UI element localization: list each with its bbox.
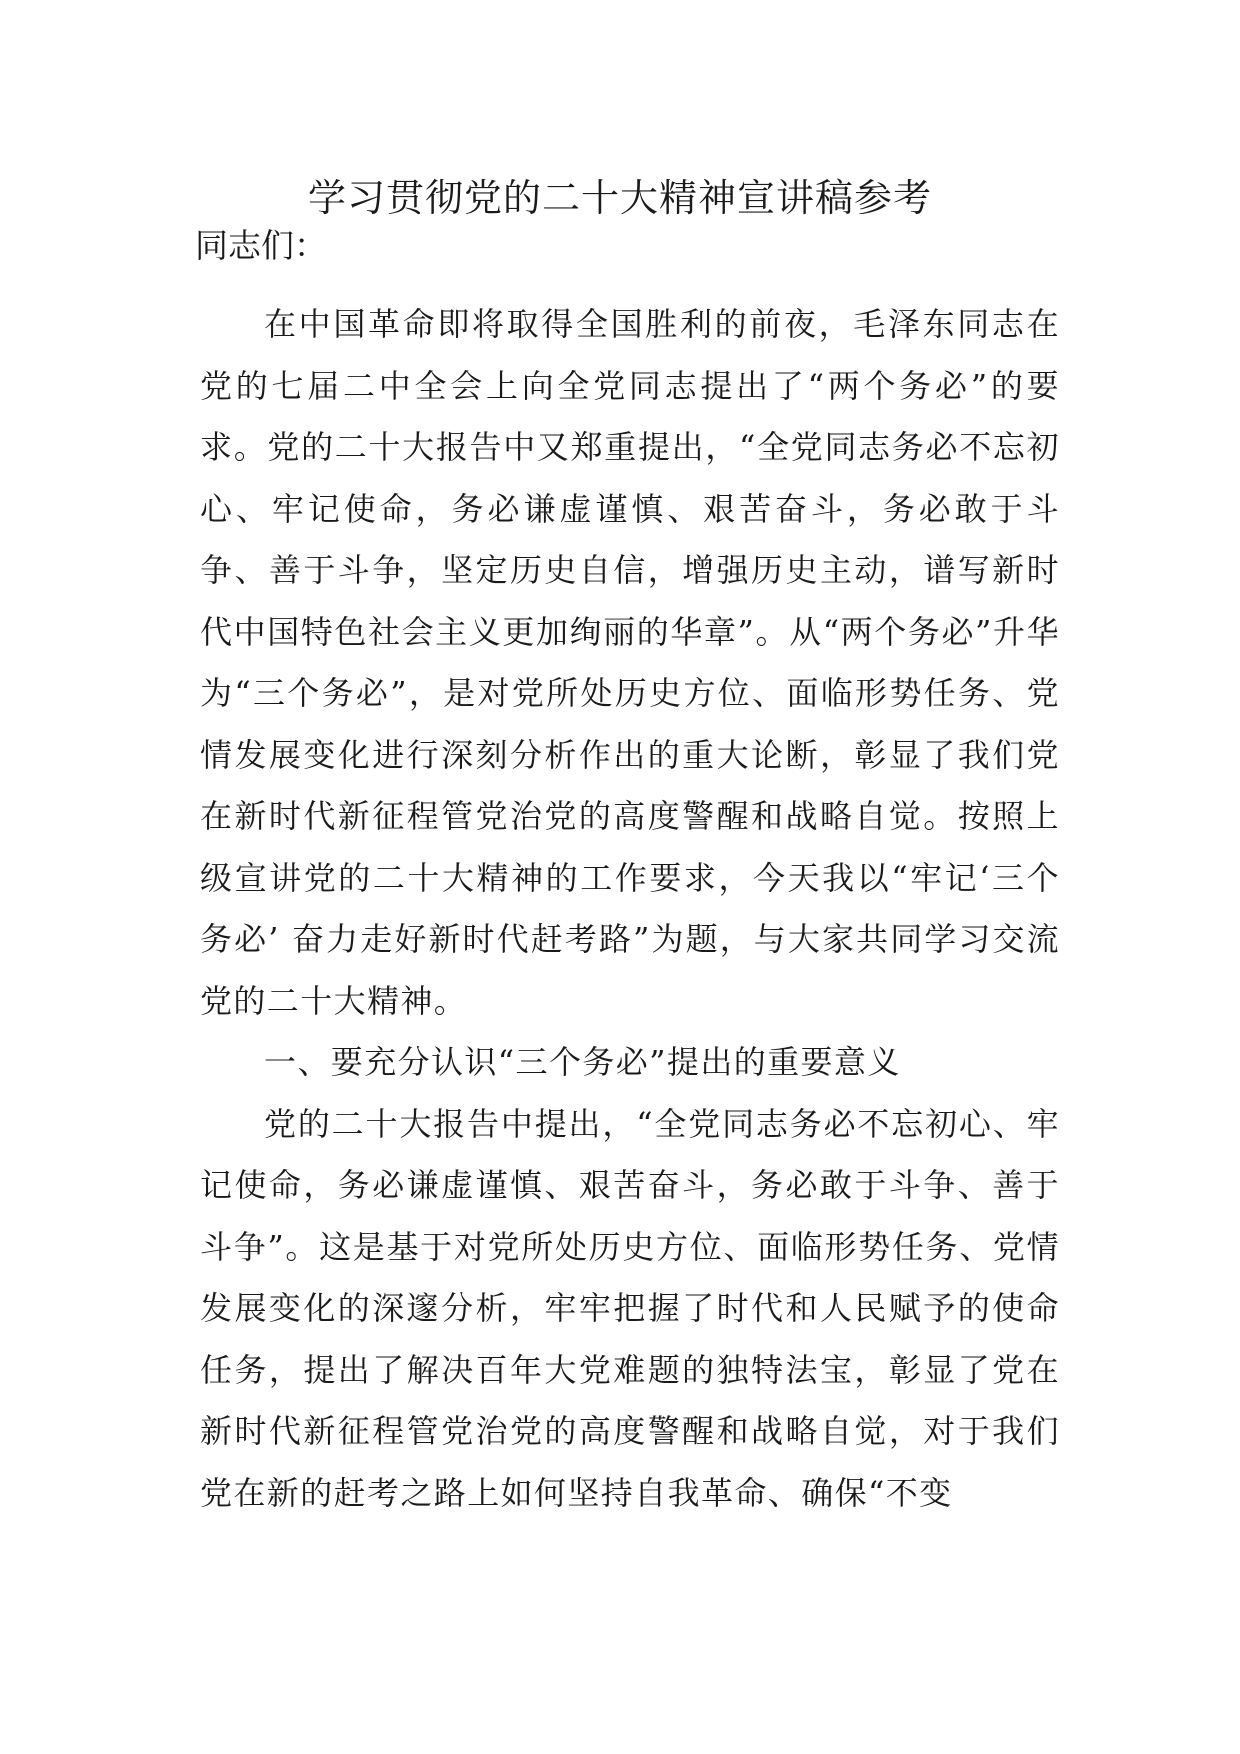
document-body [200, 294, 1060, 1524]
paragraph: 党的二十大报告中提出，“全党同志务必不忘初心、牢记使命，务必谦虚谨慎、艰苦奋斗，务必敢于斗争、善于斗争”。这是基于对党所处历史方位、面临形势任务、党情发展变化的深邃分析，牢牢把握了时代和人民赋予的使命任务，提出了解决百年大党难题的独特法宝，彰显了党在新时代新征程管党治党的高度警醒和战略自觉，对于我们党在新的赶考之路上如何坚持自我革命、确保“不变 [200, 1104, 1060, 1512]
document-title: 学习贯彻党的二十大精神宣讲稿参考 [307, 176, 932, 220]
paragraph: 在中国革命即将取得全国胜利的前夜，毛泽东同志在党的七届二中全会上向全党同志提出了“两个务必”的要求。党的二十大报告中又郑重提出，“全党同志务必不忘初心、牢记使命，务必谦虚谨慎、艰苦奋斗，务必敢于斗争、善于斗争，坚定历史自信，增强历史主动，谱写新时代中国特色社会主义更加绚丽的华章”。从“两个务必”升华为“三个务必”，是对党所处历史方位、面临形势任务、党情发展变化进行深刻分析作出的重大论断，彰显了我们党在新时代新征程管党治党的高度警醒和战略自觉。按照上级宣讲党的二十大精神的工作要求，今天我以“牢记‘三个务必’ 奋力走好新时代赶考路”为题，与大家共同学习交流党的二十大精神。 [200, 305, 1060, 1020]
section-heading: 一、要充分认识“三个务必”提出的重要意义 [264, 1043, 901, 1081]
salutation: 同志们： [195, 226, 327, 265]
